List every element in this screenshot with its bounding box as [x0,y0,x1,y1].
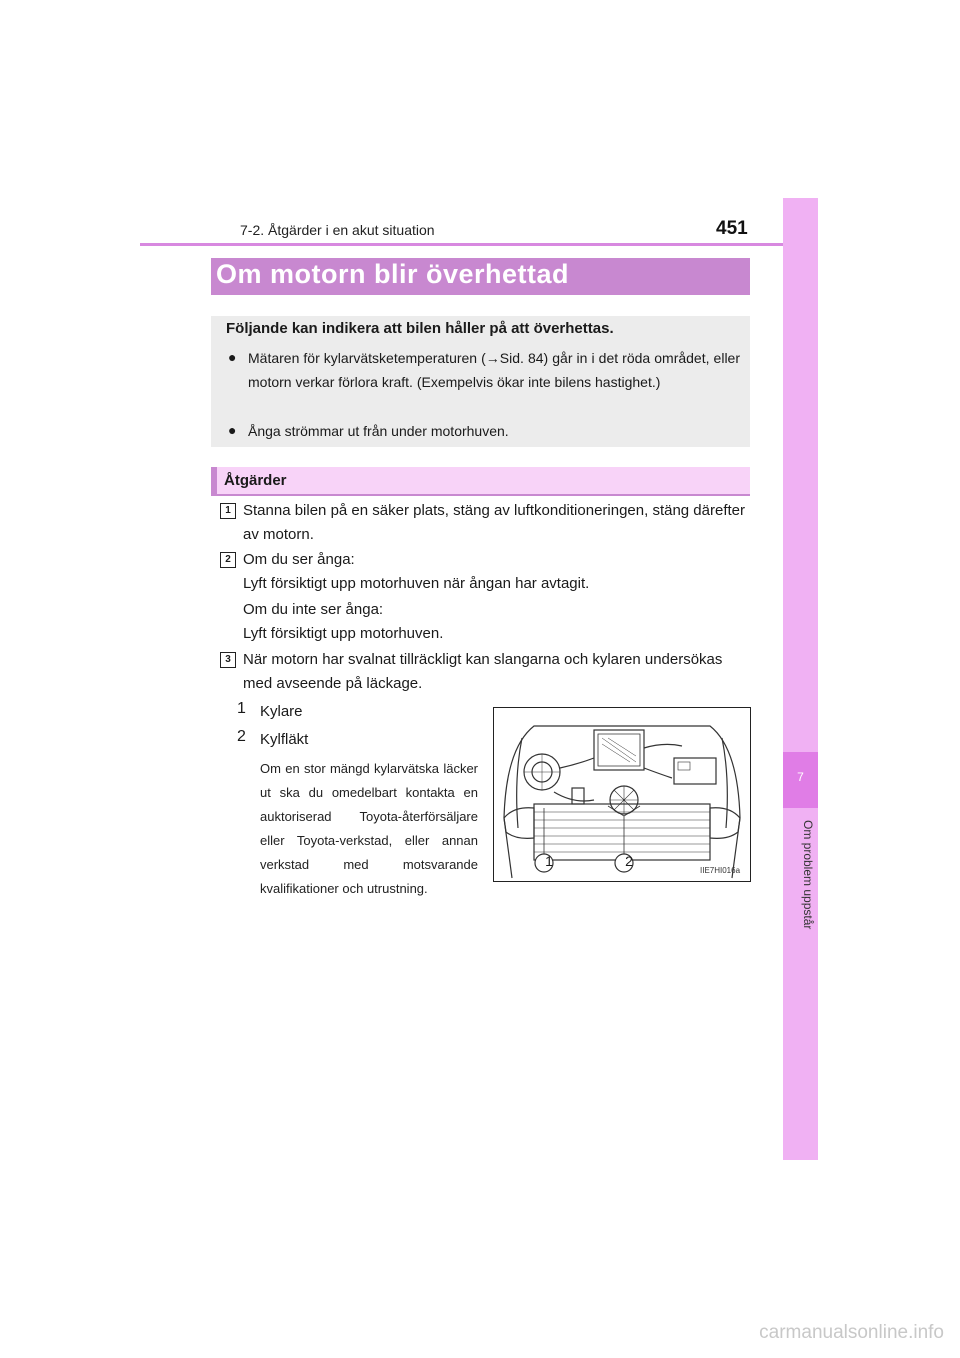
actions-heading-accent [211,467,217,494]
step-2-line-4: Lyft försiktigt upp motorhuven. [243,625,444,642]
header-rule [140,243,818,246]
figure-code: IIE7HI016a [700,866,741,875]
component-number-1: 1 [237,700,246,717]
figure-callout-1: 1 [545,853,553,869]
step-2-line-2: Lyft försiktigt upp motorhuven när ångan har avtagit. [243,575,590,592]
step-number-3: 3 [220,652,236,668]
chapter-side-tab [783,198,818,1160]
footer-watermark: carmanualsonline.info [759,1322,944,1343]
step-number-1: 1 [220,503,236,519]
bullet-dot-icon: ● [228,422,237,438]
step-2-line-1: Om du ser ånga: [243,551,355,568]
page-title: Om motorn blir överhettad [216,259,570,289]
bullet-dot-icon: ● [228,349,237,365]
component-label-2: Kylfläkt [260,731,309,748]
step-number-2: 2 [220,552,236,568]
leak-note: Om en stor mängd kylarvätska läcker ut ska du omedelbart kontakta en auktoriserad Toyota-återförsäljare eller Toyota-verkstad, eller annan verkstad med motsvarande kvalifikationer och utrustning. [260,761,478,896]
actions-heading-bar [211,467,750,496]
chapter-label: Om problem uppstår [801,820,815,930]
info-heading: Följande kan indikera att bilen håller på att överhettas. [226,320,614,337]
step-3-text: När motorn har svalnat tillräckligt kan slangarna och kylaren undersökas med avseende på läckage. [243,651,723,692]
section-title: 7-2. Åtgärder i en akut situation [240,222,435,238]
component-number-2: 2 [237,728,246,745]
actions-heading: Åtgärder [224,472,287,489]
step-2-line-3: Om du inte ser ånga: [243,601,384,618]
page-number: 451 [716,218,748,239]
figure-callout-2: 2 [625,853,633,869]
info-bullet: Mätaren för kylarvätsketemperaturen (→Sid. 84) går in i det röda området, eller motorn verkar förlora kraft. (Exempelvis ökar inte bilens hastighet.) [248,350,740,390]
chapter-number: 7 [797,770,804,784]
info-bullet: Ånga strömmar ut från under motorhuven. [248,423,509,439]
step-1-text: Stanna bilen på en säker plats, stäng av luftkonditioneringen, stäng därefter av motorn. [243,502,745,543]
component-label-1: Kylare [260,703,303,720]
